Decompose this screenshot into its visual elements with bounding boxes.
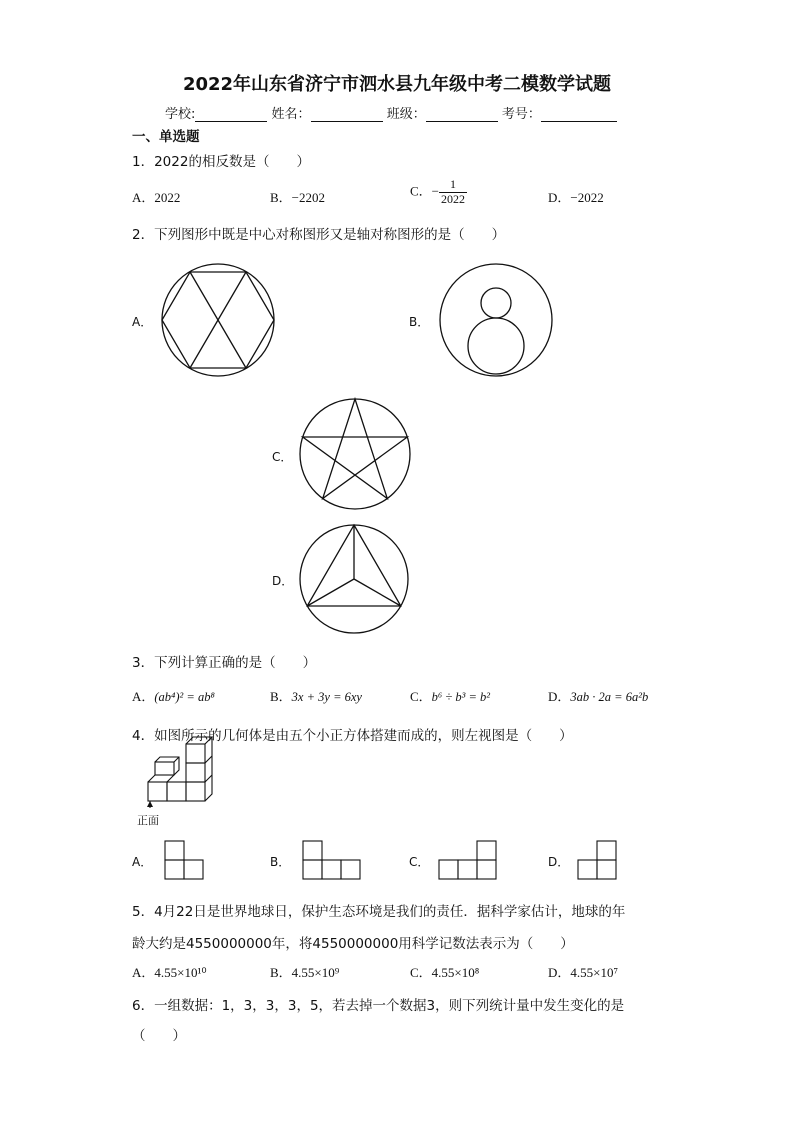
q5-stem-line1: 5．4月22日是世界地球日，保护生态环境是我们的责任．据科学家估计，地球的年 [132,904,626,920]
q4-option-a-label[interactable]: A． [132,855,153,869]
q4-option-c-label[interactable]: C． [409,855,430,869]
class-blank[interactable] [426,107,498,122]
school-blank[interactable] [195,107,267,122]
cube-edge [167,775,174,782]
cube-face [155,762,174,775]
square-shape [477,841,496,860]
cube-edge [205,775,212,782]
cube-edge [205,756,212,763]
square-shape [303,841,322,860]
q2-option-b-label[interactable]: B． [409,315,430,329]
square-shape [184,860,203,879]
q5-stem-line2: 龄大约是4550000000年，将4550000000用科学记数法表示为（ ） [132,936,574,952]
square-shape [578,860,597,879]
q3-option-d-expr: 3ab · 2a = 6a²b [570,690,649,704]
q3-option-b-label: B． [270,689,292,704]
q1-option-c[interactable] [410,178,467,207]
q3-option-d-label: D． [548,689,571,704]
name-blank[interactable] [311,107,383,122]
q4-option-c-figure[interactable] [438,840,496,880]
square-shape [477,860,496,879]
q5-option-a[interactable]: A．4.55×10¹⁰ [132,965,207,980]
q4-option-a-figure[interactable] [164,840,204,880]
outer-circle-shape [440,264,552,376]
square-shape [341,860,360,879]
q2-option-c-figure[interactable] [298,397,412,511]
cube-face [148,782,167,801]
q3-option-c-label: C． [410,689,432,704]
cube-face [186,782,205,801]
q4-option-b-figure[interactable] [302,840,360,880]
q3-option-b-expr: 3x + 3y = 6xy [291,690,362,704]
q1-option-b[interactable]: B．−2202 [270,190,326,205]
q6-stem-line2: （ ） [132,1028,186,1044]
q5-option-d[interactable]: D．4.55×10⁷ [548,965,619,980]
q2-option-c-label[interactable]: C． [272,450,293,464]
q4-option-b-label[interactable]: B． [270,855,291,869]
q2-option-b-figure[interactable] [438,262,554,378]
q3-option-c[interactable] [410,686,490,705]
small-circle-shape [481,288,511,318]
square-shape [322,860,341,879]
q5-option-c[interactable]: C．4.55×10⁸ [410,965,480,980]
class-label: 班级： [386,107,426,122]
square-shape [458,860,477,879]
q1-stem: 1．2022的相反数是（ ） [132,154,310,170]
arrow-head-icon [147,801,153,807]
q2-option-a-figure[interactable] [160,262,276,378]
center-line [307,579,354,606]
section-heading: 一、单选题 [132,129,200,145]
name-label: 姓名： [271,107,311,122]
page-title: 2022年山东省济宁市泗水县九年级中考二模数学试题 [182,74,612,95]
square-shape [303,860,322,879]
square-shape [165,841,184,860]
q1-option-d[interactable]: D．−2022 [548,190,604,205]
school-label: 学校: [165,107,196,122]
q3-option-b[interactable] [270,686,362,705]
cube-face [167,782,186,801]
square-shape [165,860,184,879]
q3-option-a-expr: (ab⁴)² = ab⁸ [154,690,215,704]
square-shape [439,860,458,879]
cube-edge [205,737,212,801]
circle-shape [300,399,410,509]
q1-option-c-prefix: C．− [410,183,440,199]
fraction-denominator: 2022 [441,191,466,206]
cube-face [186,763,205,782]
cube-edge [155,757,179,775]
square-shape [597,860,616,879]
fraction-numerator: 1 [439,178,467,193]
q5-option-b[interactable]: B．4.55×10⁹ [270,965,340,980]
q4-option-d-figure[interactable] [577,840,617,880]
q4-option-d-label[interactable]: D． [548,855,570,869]
pentagram-shape [303,399,408,499]
q4-stem: 4．如图所示的几何体是由五个小正方体搭建而成的，则左视图是（ ） [132,728,573,744]
q3-option-a[interactable] [132,686,215,705]
cube-face [186,744,205,763]
number-blank[interactable] [541,107,617,122]
q3-option-a-label: A． [132,689,155,704]
number-label: 考号： [501,107,541,122]
q6-stem-line1: 6．一组数据：1，3，3，3，5，若去掉一个数据3，则下列统计量中发生变化的是 [132,998,625,1014]
q3-option-d[interactable] [548,686,648,705]
cube-edge [174,757,179,762]
student-info-line [165,103,617,122]
q2-option-a-label[interactable]: A． [132,315,153,329]
q2-option-d-label[interactable]: D． [272,574,294,588]
q2-option-d-figure[interactable] [298,523,410,635]
front-label: 正面 [137,814,159,827]
q2-stem: 2．下列图形中既是中心对称图形又是轴对称图形的是（ ） [132,227,506,243]
square-shape [597,841,616,860]
center-line [354,579,401,606]
q3-option-c-expr: b⁶ ÷ b³ = b² [431,690,491,704]
q1-option-a[interactable]: A．2022 [132,190,181,205]
medium-circle-shape [468,318,524,374]
q1-option-c-fraction [439,178,467,207]
q3-stem: 3．下列计算正确的是（ ） [132,655,317,671]
